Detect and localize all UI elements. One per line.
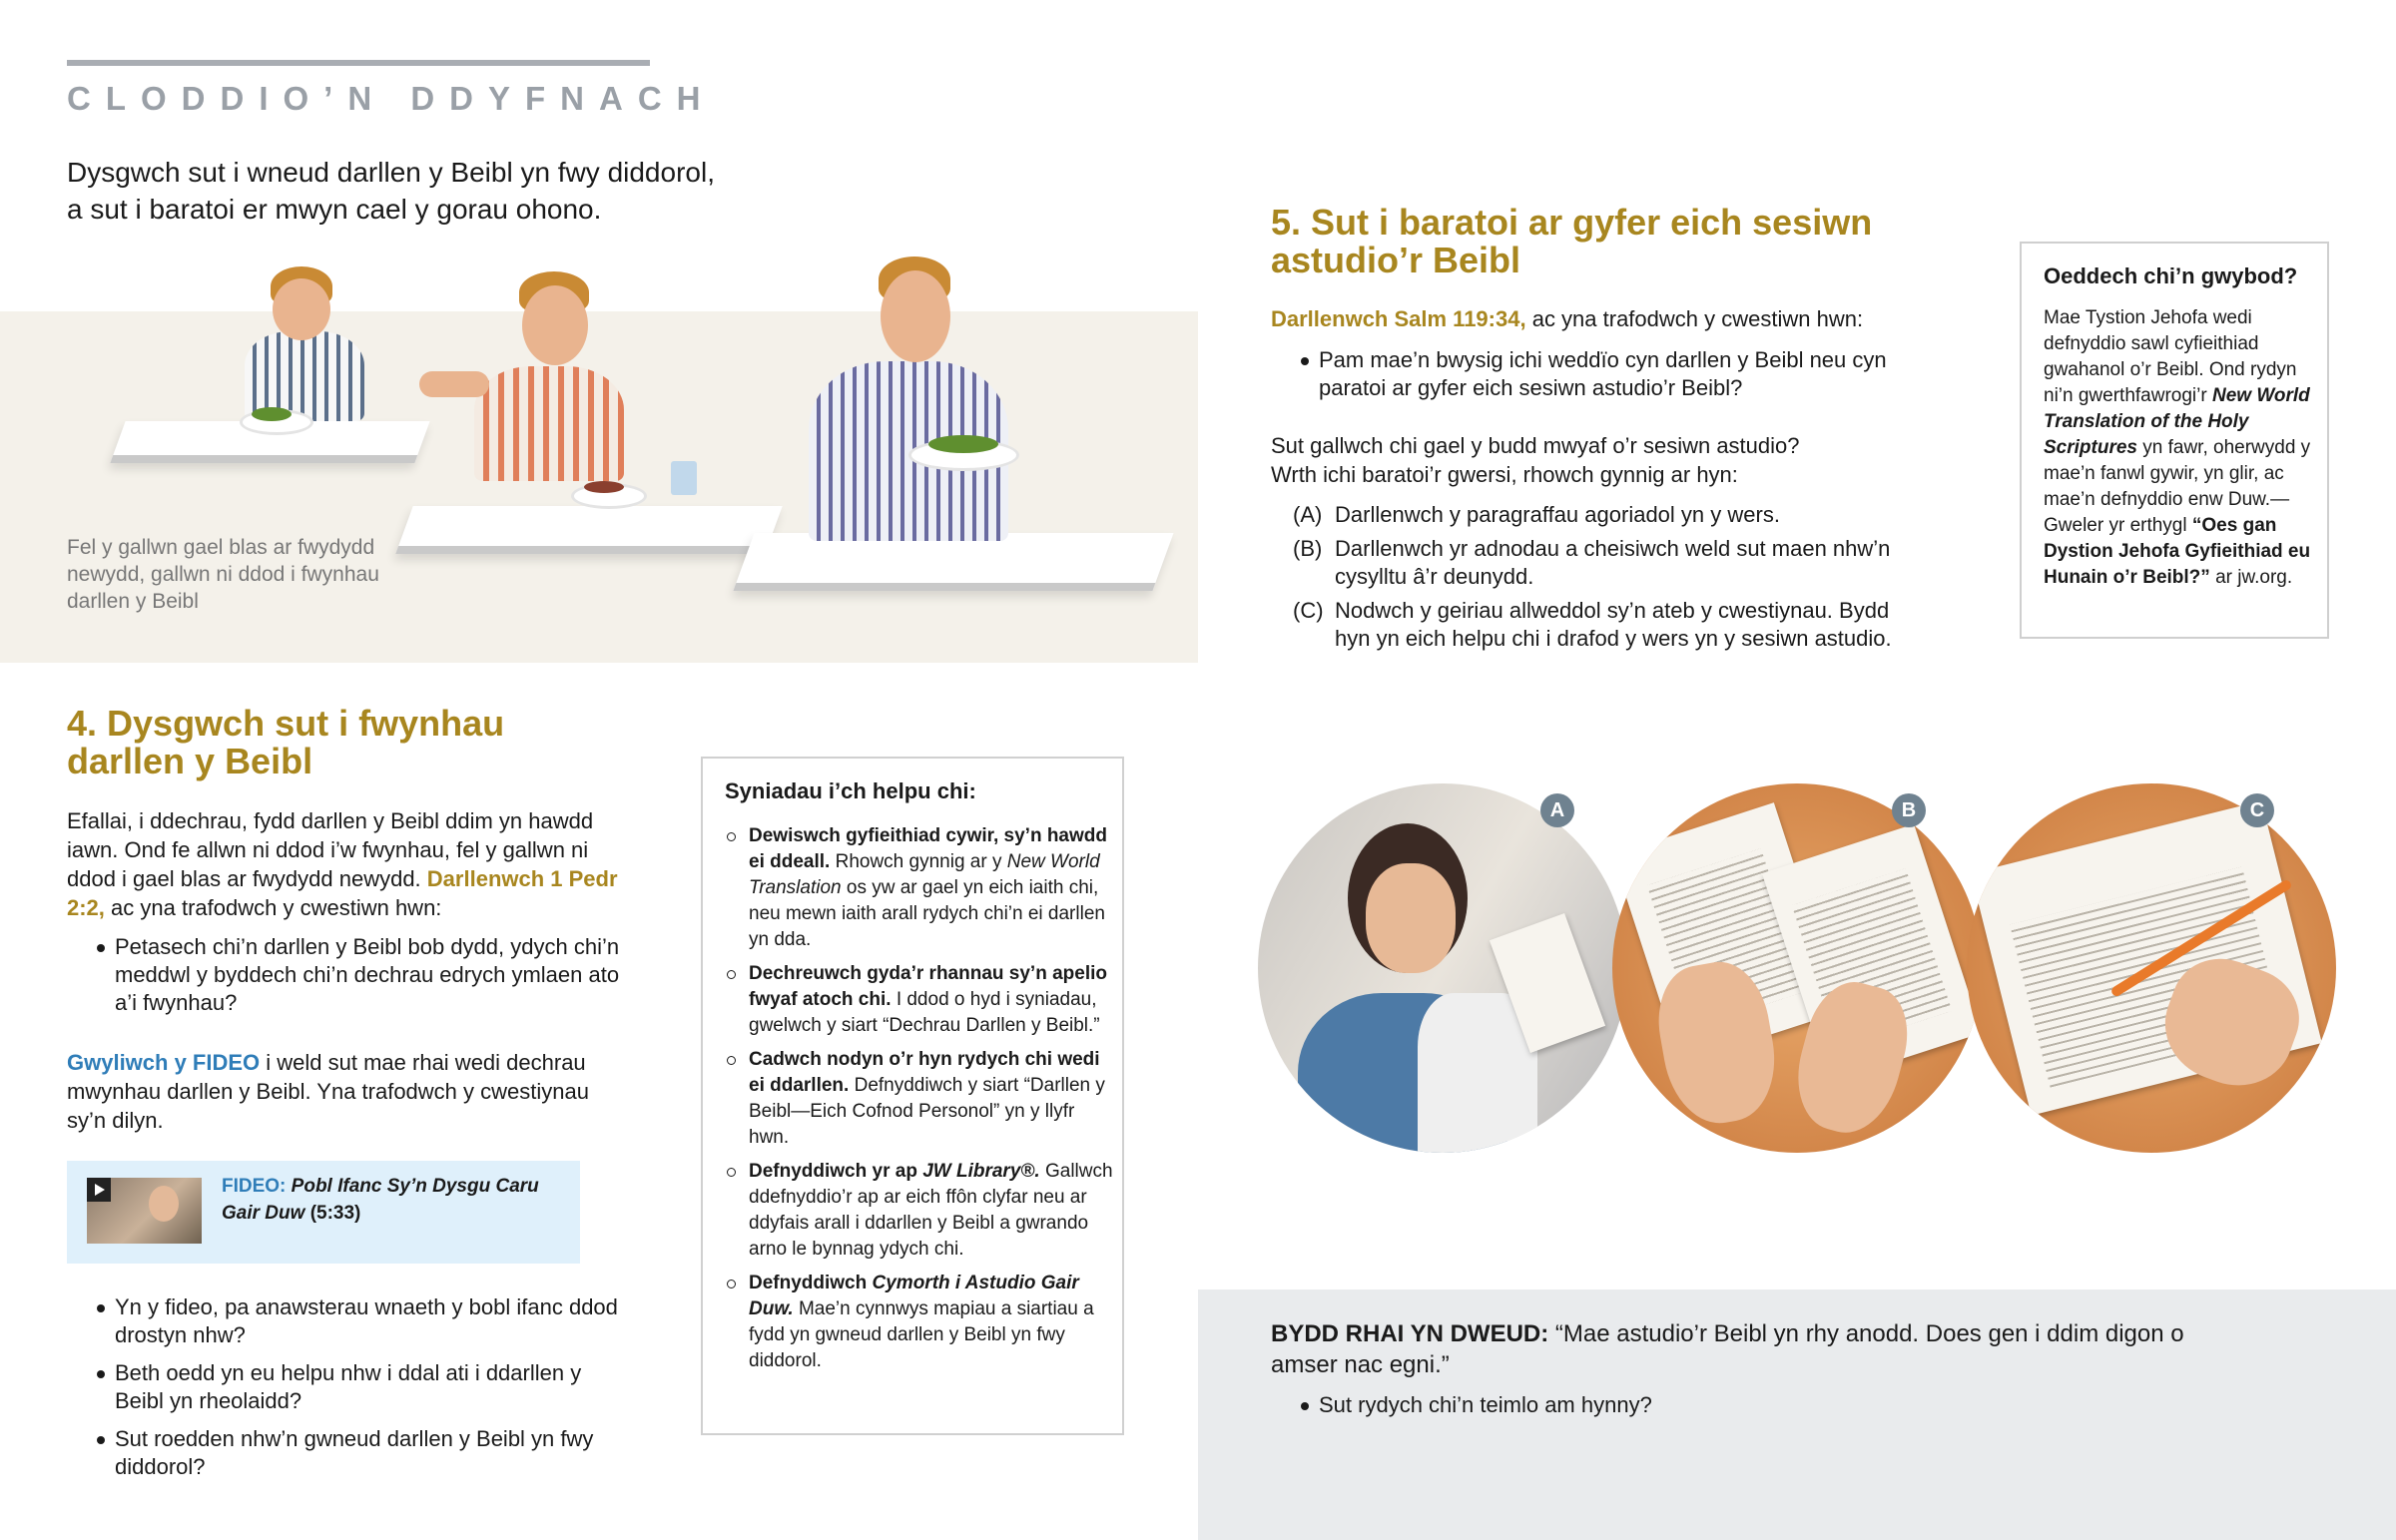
badge-b: B <box>1892 793 1926 827</box>
tip-4-heading: Defnyddiwch yr ap <box>749 1161 917 1182</box>
sidebar-article-link[interactable]: “Oes gan Dystion Jehofa Gyfieithiad eu Hunain o’r Beibl?” <box>2044 515 2311 588</box>
tip-4-app-name: JW Library®. <box>922 1161 1040 1182</box>
tip-item <box>725 1047 1114 1151</box>
section-4-paragraph <box>67 806 626 922</box>
sidebar-text-b: yn fawr, oherwydd y mae’n fanwl gywir, yn glir, ac mae’n defnyddio enw Duw.—Gweler yr erthygl <box>2044 437 2311 536</box>
tip-2-heading: Dechreuwch gyda’r rhannau sy’n apelio fwyaf atoch chi. <box>749 963 1107 1010</box>
tips-title: Syniadau i’ch helpu chi: <box>725 778 976 803</box>
watch-video-link[interactable]: Gwyliwch y FIDEO <box>67 1050 261 1075</box>
question-item: Yn y fideo, pa anawsterau wnaeth y bobl ifanc ddod drostyn nhw? <box>67 1293 626 1349</box>
boy-2-figure <box>419 271 679 501</box>
section-5-para-line-1: Sut gallwch chi gael y budd mwyaf o’r sesiwn astudio? <box>1271 433 1800 458</box>
video-card[interactable] <box>67 1161 580 1264</box>
objection-bullets <box>1271 1391 2070 1429</box>
section-4-bullets <box>67 933 626 1027</box>
illustration-c-highlighting <box>1967 783 2336 1153</box>
tip-5-title: Cymorth i Astudio Gair Duw. <box>749 1273 1079 1319</box>
option-b <box>1271 535 1900 591</box>
option-a <box>1271 501 1900 529</box>
illustration-b-reading-book <box>1612 783 1982 1153</box>
boy-1-figure <box>205 266 404 436</box>
header-rule <box>67 60 650 66</box>
table-3 <box>733 533 1173 591</box>
table-2 <box>395 506 782 554</box>
objection-quote: “Mae astudio’r Beibl yn rhy anodd. Does gen i ddim digon o amser nac egni.” <box>1271 1320 2184 1378</box>
sidebar-text-a: Mae Tystion Jehofa wedi defnyddio sawl cyfieithiad gwahanol o’r Beibl. Ond rydyn ni’n gwerthfawrogi’r <box>2044 307 2297 406</box>
section-4-heading-line-2: darllen y Beibl <box>67 741 313 781</box>
caption-line-1: Fel y gallwn gael blas ar fwydydd <box>67 536 375 559</box>
tip-4-text: Gallwch ddefnyddio’r ap ar eich ffôn clyfar neu ar ddyfais arall i ddarllen y Beibl a gwrando arno le bynnag ydych chi. <box>749 1161 1113 1260</box>
tip-1-heading: Dewiswch gyfieithiad cywir, sy’n hawdd ei ddeall. <box>749 825 1107 872</box>
bullet-item: Sut rydych chi’n teimlo am hynny? <box>1271 1391 2070 1419</box>
tip-item <box>725 1271 1114 1374</box>
video-title: Pobl Ifanc Sy’n Dysgu Caru Gair Duw <box>222 1176 539 1224</box>
section-4-text: Efallai, i ddechrau, fydd darllen y Beibl ddim yn hawdd iawn. Ond fe allwn ni ddod i’w fwynhau, fel y gallwn ni ddod i gael blas ar fwydydd newydd. <box>67 808 594 891</box>
sidebar-text-c: ar jw.org. <box>2215 567 2293 588</box>
tip-item <box>725 823 1114 953</box>
tip-1-title: New World Translation <box>749 851 1100 898</box>
section-4-text-after: ac yna trafodwch y cwestiwn hwn: <box>111 895 442 920</box>
video-thumbnail-person <box>149 1186 179 1222</box>
scripture-link-1-peter[interactable]: Darllenwch 1 Pedr 2:2, <box>67 866 618 920</box>
question-item: Beth oedd yn eu helpu nhw i ddal ati i ddarllen y Beibl yn rheolaidd? <box>67 1359 626 1415</box>
video-duration: (5:33) <box>309 1203 361 1224</box>
tip-3-heading: Cadwch nodyn o’r hyn rydych chi wedi ei ddarllen. <box>749 1049 1100 1096</box>
objection-label: BYDD RHAI YN DWEUD: <box>1271 1320 1549 1347</box>
bullet-item: Pam mae’n bwysig ichi weddïo cyn darllen y Beibl neu cyn paratoi ar gyfer eich sesiwn astudio’r Beibl? <box>1271 346 1890 402</box>
tips-list <box>725 823 1114 1382</box>
option-text: Darllenwch yr adnodau a cheisiwch weld sut maen nhw’n cysylltu â’r deunydd. <box>1335 536 1891 589</box>
scripture-link-psalm[interactable]: Darllenwch Salm 119:34, <box>1271 306 1526 331</box>
section-5-bullets <box>1271 346 1890 412</box>
section-5-para-line-2: Wrth ichi baratoi’r gwersi, rhowch gynnig ar hyn: <box>1271 462 1738 487</box>
section-5-read-text: ac yna trafodwch y cwestiwn hwn: <box>1531 306 1864 331</box>
tip-2-text: I ddod o hyd i syniadau, gwelwch y siart “Dechrau Darllen y Beibl.” <box>749 989 1100 1036</box>
tip-item <box>725 1159 1114 1263</box>
intro-line-2: a sut i baratoi er mwyn cael y gorau ohono. <box>67 194 602 225</box>
question-item: Sut roedden nhw’n gwneud darllen y Beibl yn fwy diddorol? <box>67 1425 626 1481</box>
section-kicker: CLODDIO’N DDYFNACH <box>67 80 716 117</box>
intro-line-1: Dysgwch sut i wneud darllen y Beibl yn fwy diddorol, <box>67 157 715 188</box>
tip-5-heading: Defnyddiwch <box>749 1273 868 1293</box>
video-thumbnail[interactable] <box>87 1178 202 1244</box>
video-label: FIDEO: <box>222 1176 287 1197</box>
section-5-read <box>1271 304 1970 333</box>
option-letter: (A) <box>1293 502 1323 527</box>
water-glass <box>671 461 697 495</box>
section-5-heading <box>1271 204 1872 279</box>
tip-3-text: Defnyddiwch y siart “Darllen y Beibl—Eich Cofnod Personol” yn y llyfr hwn. <box>749 1075 1105 1148</box>
tip-item <box>725 961 1114 1039</box>
option-letter: (B) <box>1293 536 1323 561</box>
badge-c: C <box>2240 793 2274 827</box>
objection-text <box>1271 1318 2229 1380</box>
tips-box <box>701 757 1124 1435</box>
preparation-options <box>1271 501 1900 659</box>
illustration-a-reading-phone <box>1258 783 1627 1153</box>
tip-5-text: Mae’n cynnwys mapiau a siartiau a fydd yn gwneud darllen y Beibl yn fwy diddorol. <box>749 1298 1094 1371</box>
watch-video-text: i weld sut mae rhai wedi dechrau mwynhau darllen y Beibl. Yna trafodwch y cwestiynau sy’n dilyn. <box>67 1050 589 1133</box>
sidebar-bible-title: New World Translation of the Holy Scriptures <box>2044 385 2310 458</box>
option-text: Darllenwch y paragraffau agoriadol yn y wers. <box>1335 502 1780 527</box>
video-questions <box>67 1293 626 1491</box>
intro-text <box>67 154 766 228</box>
option-c <box>1271 597 1900 653</box>
video-info[interactable] <box>222 1173 551 1227</box>
section-4-heading-line-1: 4. Dysgwch sut i fwynhau <box>67 703 505 744</box>
play-icon[interactable] <box>87 1178 111 1202</box>
caption-line-3: darllen y Beibl <box>67 590 199 613</box>
caption-line-2: newydd, gallwn ni ddod i fwynhau <box>67 563 379 586</box>
option-letter: (C) <box>1293 598 1324 623</box>
did-you-know-text <box>2044 305 2313 591</box>
badge-a: A <box>1540 793 1574 827</box>
section-5-heading-line-1: 5. Sut i baratoi ar gyfer eich sesiwn <box>1271 202 1873 243</box>
illustration-caption <box>67 534 396 615</box>
option-text: Nodwch y geiriau allweddol sy’n ateb y cwestiynau. Bydd hyn yn eich helpu chi i drafod y wers yn y sesiwn astudio. <box>1335 598 1892 651</box>
tip-1-text: Rhowch gynnig ar y <box>835 851 1002 872</box>
tip-1-text-end: os yw ar gael yn eich iaith chi, neu mewn iaith arall rydych chi’n ei darllen yn dda. <box>749 877 1105 950</box>
boy-3-figure <box>789 257 1048 541</box>
section-5-heading-line-2: astudio’r Beibl <box>1271 240 1521 280</box>
section-5-paragraph <box>1271 431 1890 489</box>
did-you-know-box <box>2020 242 2329 639</box>
bullet-item: Petasech chi’n darllen y Beibl bob dydd, ydych chi’n meddwl y byddech chi’n dechrau edrych ymlaen ato a’i fwynhau? <box>67 933 626 1017</box>
section-4-heading <box>67 705 504 780</box>
watch-video-paragraph <box>67 1048 626 1135</box>
did-you-know-title: Oeddech chi’n gwybod? <box>2044 263 2298 288</box>
